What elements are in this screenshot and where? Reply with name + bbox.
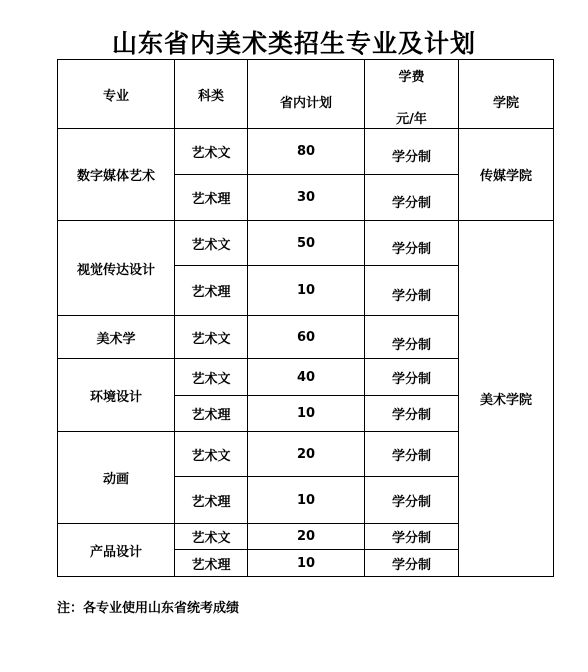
fee-cell: 学分制: [365, 175, 459, 221]
category-cell: 艺术文: [175, 432, 248, 477]
header-fee-label: 学费: [398, 70, 425, 85]
page-title: 山东省内美术类招生专业及计划: [111, 29, 476, 58]
plan-cell: 10: [248, 266, 365, 316]
table-row: [58, 129, 554, 175]
category-cell: 艺术文: [175, 221, 248, 266]
plan-cell: 60: [248, 316, 365, 359]
header-major: 专业: [58, 60, 175, 129]
enrollment-plan-table: [57, 59, 554, 577]
major-cell: 美术学: [58, 316, 175, 359]
plan-cell: 10: [248, 396, 365, 432]
major-cell: 产品设计: [58, 524, 175, 577]
fee-cell: 学分制: [365, 550, 459, 577]
plan-cell: 10: [248, 550, 365, 577]
category-cell: 艺术文: [175, 359, 248, 396]
major-cell: 环境设计: [58, 359, 175, 432]
fee-cell: 学分制: [365, 524, 459, 550]
category-cell: 艺术理: [175, 396, 248, 432]
fee-cell: 学分制: [365, 396, 459, 432]
fee-cell: 学分制: [365, 266, 459, 316]
college-cell: 美术学院: [459, 221, 554, 577]
plan-cell: 80: [248, 129, 365, 175]
fee-cell: 学分制: [365, 316, 459, 359]
category-cell: 艺术理: [175, 477, 248, 524]
major-cell: 视觉传达设计: [58, 221, 175, 316]
major-cell: 动画: [58, 432, 175, 524]
category-cell: 艺术理: [175, 175, 248, 221]
fee-cell: 学分制: [365, 432, 459, 477]
table-row: [58, 221, 554, 266]
header-plan: 省内计划: [248, 60, 365, 129]
plan-cell: 10: [248, 477, 365, 524]
plan-cell: 50: [248, 221, 365, 266]
category-cell: 艺术文: [175, 524, 248, 550]
fee-cell: 学分制: [365, 359, 459, 396]
footnote: 注：各专业使用山东省统考成绩: [57, 601, 240, 616]
header-college: 学院: [459, 60, 554, 129]
major-cell: 数字媒体艺术: [58, 129, 175, 221]
fee-cell: 学分制: [365, 477, 459, 524]
table-header-row: [58, 60, 554, 129]
header-fee: [365, 60, 459, 129]
plan-cell: 40: [248, 359, 365, 396]
category-cell: 艺术理: [175, 266, 248, 316]
category-cell: 艺术理: [175, 550, 248, 577]
category-cell: 艺术文: [175, 316, 248, 359]
plan-cell: 20: [248, 432, 365, 477]
category-cell: 艺术文: [175, 129, 248, 175]
plan-cell: 30: [248, 175, 365, 221]
fee-cell: 学分制: [365, 129, 459, 175]
plan-cell: 20: [248, 524, 365, 550]
header-fee-unit: 元/年: [396, 112, 427, 127]
header-category: 科类: [175, 60, 248, 129]
college-cell: 传媒学院: [459, 129, 554, 221]
fee-cell: 学分制: [365, 221, 459, 266]
